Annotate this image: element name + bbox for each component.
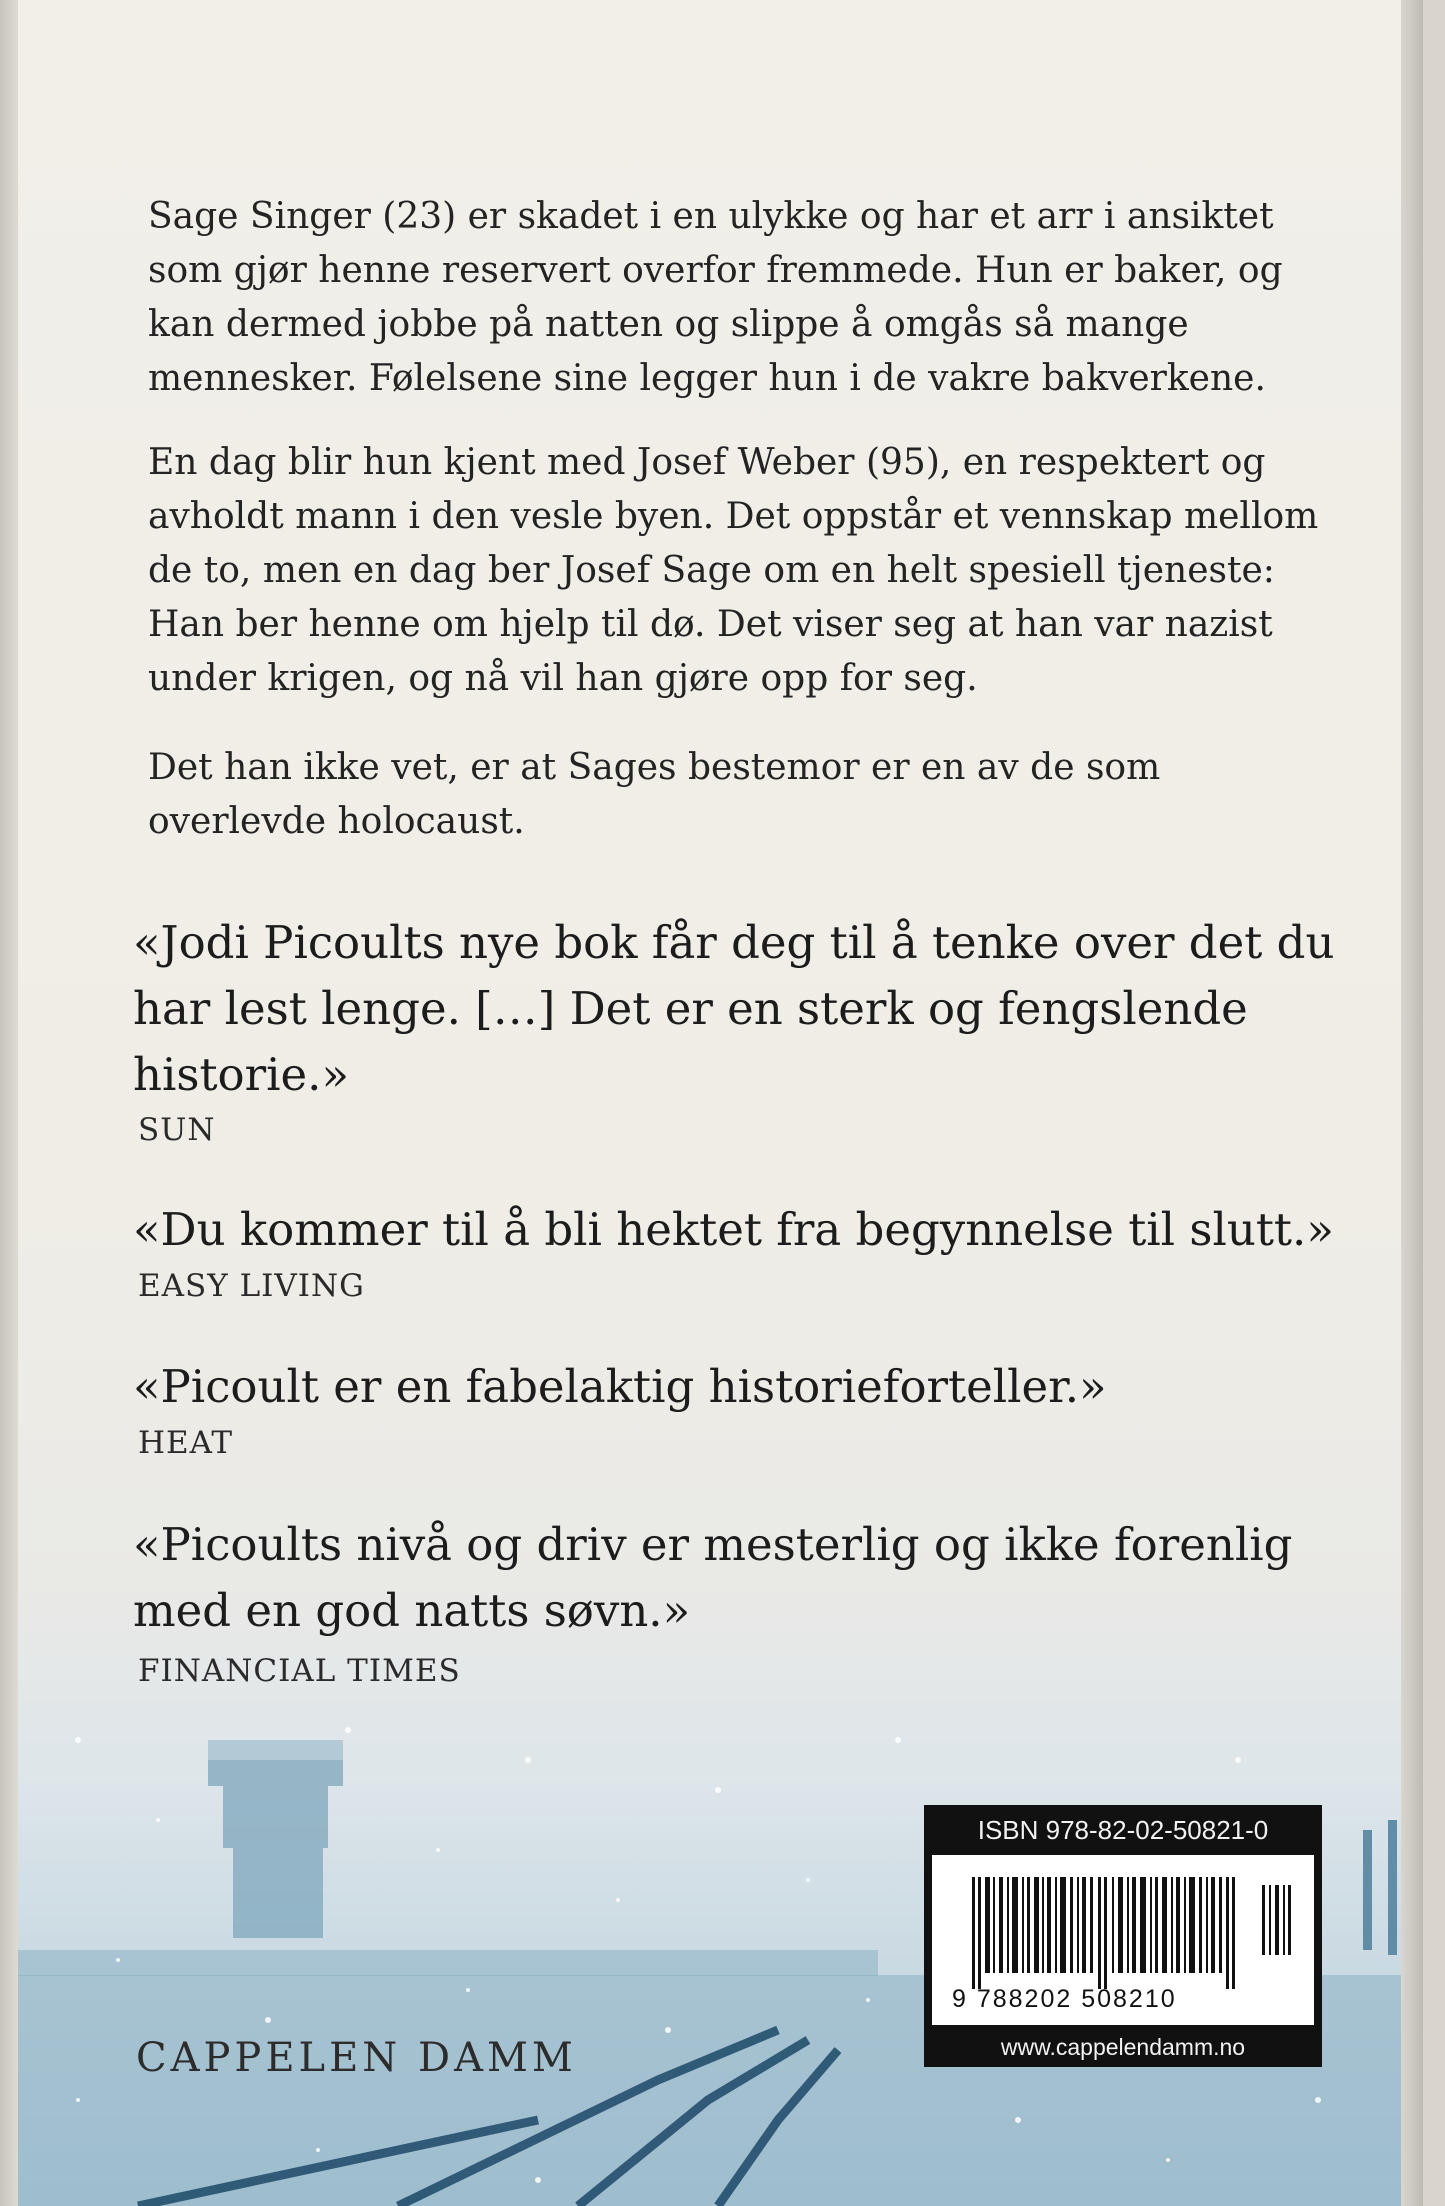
review-source-easy-living: EASY LIVING xyxy=(138,1268,365,1304)
cover-right-edge xyxy=(1401,0,1423,2206)
blurb-paragraph-1: Sage Singer (23) er skadet i en ulykke og har et arr i ansiktet som gjør henne reservert overfor fremmede. Hun er baker, og kan dermed jobbe på natten og slippe å omgås så mange mennesker. Følelsene sine legger hun i de vakre bakverkene. xyxy=(148,196,1283,399)
review-quote-financial-times: «Picoults nivå og driv er mesterlig og ikke forenlig med en god natts søvn.» xyxy=(133,1518,1293,1637)
publisher-logo: CAPPELEN DAMM xyxy=(136,2035,577,2081)
review-source-heat: HEAT xyxy=(138,1425,234,1461)
publisher-url: www.cappelendamm.no xyxy=(1000,2034,1246,2060)
book-back-cover xyxy=(18,0,1423,2206)
cover-left-edge xyxy=(0,0,18,2206)
blurb-paragraph-2: En dag blir hun kjent med Josef Weber (95), en respektert og avholdt mann i den vesle byen. Det oppstår et vennskap mellom de to, men en dag ber Josef Sage om en helt spesiell tjeneste: Han ber henne om hjelp til dø. Det viser seg at han var nazist under krigen, og nå vil han gjøre opp for seg. xyxy=(148,442,1319,699)
isbn-number: ISBN 978-82-02-50821-0 xyxy=(977,1815,1269,1845)
review-quote-easy-living: «Du kommer til å bli hektet fra begynnelse til slutt.» xyxy=(133,1203,1334,1256)
isbn-barcode-panel xyxy=(924,1805,1322,2067)
blurb-paragraph-3: Det han ikke vet, er at Sages bestemor er en av de som overlevde holocaust. xyxy=(148,747,1161,842)
barcode-area xyxy=(932,1855,1314,2025)
review-quote-sun: «Jodi Picoults nye bok får deg til å tenke over det du har lest lenge. […] Det er en sterk og fengslende historie.» xyxy=(133,916,1335,1101)
barcode-digits: 9 788202 508210 xyxy=(952,1985,1177,2013)
review-source-sun: SUN xyxy=(138,1112,216,1148)
review-source-financial-times: FINANCIAL TIMES xyxy=(138,1653,461,1689)
review-quote-heat: «Picoult er en fabelaktig historieforteller.» xyxy=(133,1360,1107,1413)
